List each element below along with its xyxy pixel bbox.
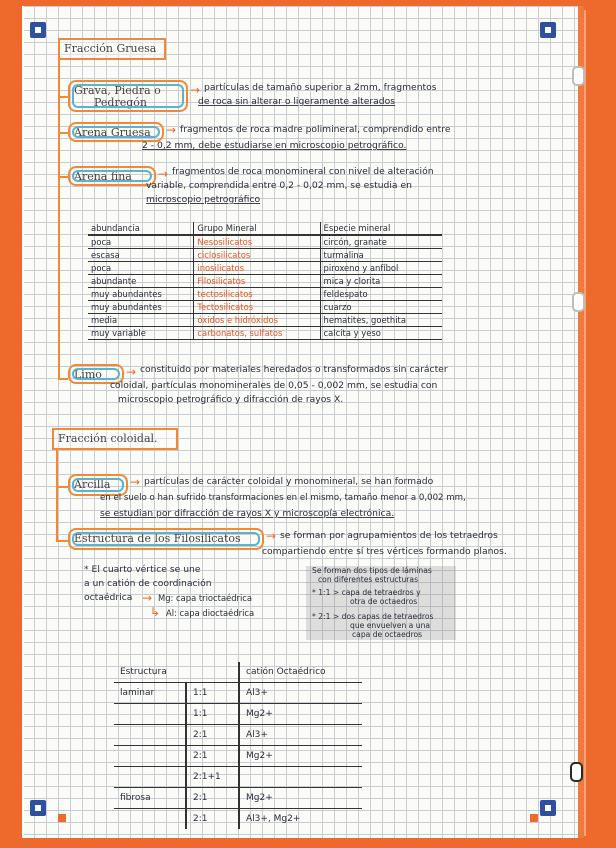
note-text: * El cuarto vértice se une: [84, 564, 201, 575]
table-row: [88, 301, 442, 314]
note-text: * 2:1 > dos capas de tetraedros: [312, 612, 434, 621]
cell-structure: [114, 704, 186, 725]
table-row: [88, 262, 442, 275]
cell-structure: [114, 767, 186, 788]
cell-abundance: escasa: [88, 249, 194, 262]
corner-mark-icon: [540, 22, 556, 38]
orange-connector: [58, 60, 60, 380]
cell-species: calcita y yeso: [320, 327, 442, 340]
term-label: Arena fina: [74, 170, 132, 183]
table-row: [114, 788, 362, 809]
term-label: Estructura de los Filosilicatos: [74, 532, 241, 545]
orange-connector: [56, 486, 68, 488]
cell-type: 2:1: [186, 788, 239, 809]
cell-abundance: poca: [88, 235, 194, 249]
term-description: microscopio petrográfico y difracción de rayos X.: [118, 394, 344, 405]
column-header: catión Octaédrico: [239, 662, 362, 683]
term-description: coloidal, partículas monominerales de 0,05 - 0,002 mm, se estudia con: [110, 380, 438, 391]
column-header: Grupo Mineral: [194, 222, 320, 235]
cell-species: mica y clorita: [320, 275, 442, 288]
arrow-icon: ↳: [150, 605, 161, 619]
orange-connector: [58, 132, 68, 134]
term-label: Grava, Piedra o: [74, 84, 161, 97]
table-header-row: [114, 662, 362, 683]
column-header: Estructura: [114, 662, 186, 683]
note-text: Al: capa dioctaédrica: [166, 608, 255, 618]
cell-abundance: muy variable: [88, 327, 194, 340]
note-text: Se forman dos tipos de láminas: [312, 566, 432, 575]
cell-abundance: poca: [88, 262, 194, 275]
note-text: Mg: capa trioctaédrica: [158, 593, 253, 603]
cell-species: feldespato: [320, 288, 442, 301]
corner-mark-icon: [30, 800, 46, 816]
orange-square-icon: [530, 814, 538, 822]
table-row: [114, 725, 362, 746]
term-description: variable, comprendida entre 0,2 - 0,02 mm, se estudia en: [146, 180, 412, 191]
cell-group: ciclosilicatos: [194, 249, 320, 262]
orange-square-icon: [58, 814, 66, 822]
table-row: [88, 275, 442, 288]
cell-group: óxidos e hidróxidos: [194, 314, 320, 327]
term-description: microscopio petrográfico: [146, 194, 261, 205]
cell-group: Nesosilicatos: [194, 235, 320, 249]
cell-type: 1:1: [186, 683, 239, 704]
cell-type: 2:1: [186, 746, 239, 767]
arrow-icon: →: [126, 365, 137, 379]
column-header: abundancia: [88, 222, 194, 235]
orange-connector: [56, 540, 68, 542]
corner-mark-icon: [540, 800, 556, 816]
term-label: Limo: [74, 368, 102, 381]
arrow-icon: →: [166, 123, 177, 137]
cell-group: tectosilicatos: [194, 288, 320, 301]
structure-table: [114, 662, 362, 829]
cell-cation: Al3+: [239, 725, 362, 746]
table-row: [114, 746, 362, 767]
cell-type: 2:1+1: [186, 767, 239, 788]
term-label: Arena Gruesa: [74, 126, 151, 139]
term-description: partículas de tamaño superior a 2mm, fragmentos: [204, 82, 437, 93]
table-row: [114, 704, 362, 725]
table-row: [88, 288, 442, 301]
term-description: en el suelo o han sufrido transformaciones en el mismo, tamaño menor a 0,002 mm,: [100, 493, 466, 503]
arrow-icon: →: [158, 167, 169, 181]
arrow-icon: →: [130, 475, 141, 489]
term-description: de roca sin alterar o ligeramente alterados: [198, 96, 396, 107]
heading-fraccion-coloidal: Fracción coloidal.: [52, 428, 178, 450]
term-filosilicatos: [68, 528, 264, 550]
mineral-table: [88, 222, 442, 340]
orange-connector: [58, 96, 68, 98]
binder-hole-icon: [572, 66, 585, 86]
note-text: capa de octaedros: [352, 630, 423, 639]
cell-structure: fibrosa: [114, 788, 186, 809]
cell-group: carbonatos, sulfatos: [194, 327, 320, 340]
cell-species: cuarzo: [320, 301, 442, 314]
column-header: [186, 662, 239, 683]
term-description: fragmentos de roca madre polimineral, comprendido entre: [180, 124, 451, 135]
term-description: se forman por agrupamientos de los tetraedros: [280, 530, 498, 541]
term-description: partículas de carácter coloidal y monomineral, se han formado: [144, 476, 434, 487]
cell-structure: [114, 809, 186, 830]
term-description: constituido por materiales heredados o transformados sin carácter: [140, 364, 448, 375]
table-row: [114, 683, 362, 704]
arrow-icon: →: [266, 529, 277, 543]
cell-cation: Mg2+: [239, 788, 362, 809]
heading-fraccion-gruesa: Fracción Gruesa: [58, 38, 166, 60]
table-row: [114, 809, 362, 830]
cell-structure: [114, 725, 186, 746]
cell-type: 2:1: [186, 809, 239, 830]
cell-abundance: media: [88, 314, 194, 327]
note-text: otra de octaedros: [350, 597, 418, 606]
cell-cation: [239, 767, 362, 788]
term-label: Pedregón: [94, 96, 147, 109]
cell-type: 1:1: [186, 704, 239, 725]
cell-cation: Al3+, Mg2+: [239, 809, 362, 830]
cell-structure: [114, 746, 186, 767]
cell-species: hematites, goethita: [320, 314, 442, 327]
cell-species: circón, granate: [320, 235, 442, 249]
cell-cation: Mg2+: [239, 704, 362, 725]
note-text: que envuelven a una: [350, 621, 431, 630]
cell-group: inosilicatos: [194, 262, 320, 275]
note-text: octaédrica: [84, 592, 133, 603]
cell-species: turmalina: [320, 249, 442, 262]
orange-connector: [58, 176, 68, 178]
orange-connector: [58, 378, 68, 380]
cell-group: Tectosilicatos: [194, 301, 320, 314]
cell-type: 2:1: [186, 725, 239, 746]
cell-cation: Mg2+: [239, 746, 362, 767]
table-header-row: [88, 222, 442, 235]
arrow-icon: →: [190, 83, 201, 97]
note-text: a un catión de coordinación: [84, 578, 212, 589]
table-row: [88, 314, 442, 327]
cell-abundance: muy abundantes: [88, 288, 194, 301]
cell-abundance: muy abundantes: [88, 301, 194, 314]
term-label: Arcilla: [74, 478, 111, 491]
term-description: fragmentos de roca monomineral con nivel de alteración: [172, 166, 434, 177]
note-text: con diferentes estructuras: [318, 575, 419, 584]
term-grava: [68, 80, 188, 112]
term-description: se estudian por difracción de rayos X y microscopía electrónica.: [100, 508, 395, 519]
arrow-icon: →: [142, 591, 153, 605]
term-description: 2 - 0,2 mm, debe estudiarse en microscopio petrográfico.: [142, 140, 407, 151]
column-header: Especie mineral: [320, 222, 442, 235]
note-text: * 1:1 > capa de tetraedros y: [312, 588, 421, 597]
term-arena-fina: [68, 166, 156, 186]
term-description: compartiendo entre sí tres vértices formando planos.: [262, 546, 507, 557]
table-row: [114, 767, 362, 788]
cell-species: piroxeno y anfíbol: [320, 262, 442, 275]
binder-hole-icon: [570, 762, 583, 782]
term-arena-gruesa: [68, 122, 164, 142]
table-row: [88, 249, 442, 262]
orange-connector: [56, 450, 58, 540]
table-row: [88, 235, 442, 249]
cell-structure: laminar: [114, 683, 186, 704]
cell-cation: Al3+: [239, 683, 362, 704]
cell-abundance: abundante: [88, 275, 194, 288]
corner-mark-icon: [30, 22, 46, 38]
cell-group: Filosilicatos: [194, 275, 320, 288]
binder-hole-icon: [572, 292, 585, 312]
table-row: [88, 327, 442, 340]
